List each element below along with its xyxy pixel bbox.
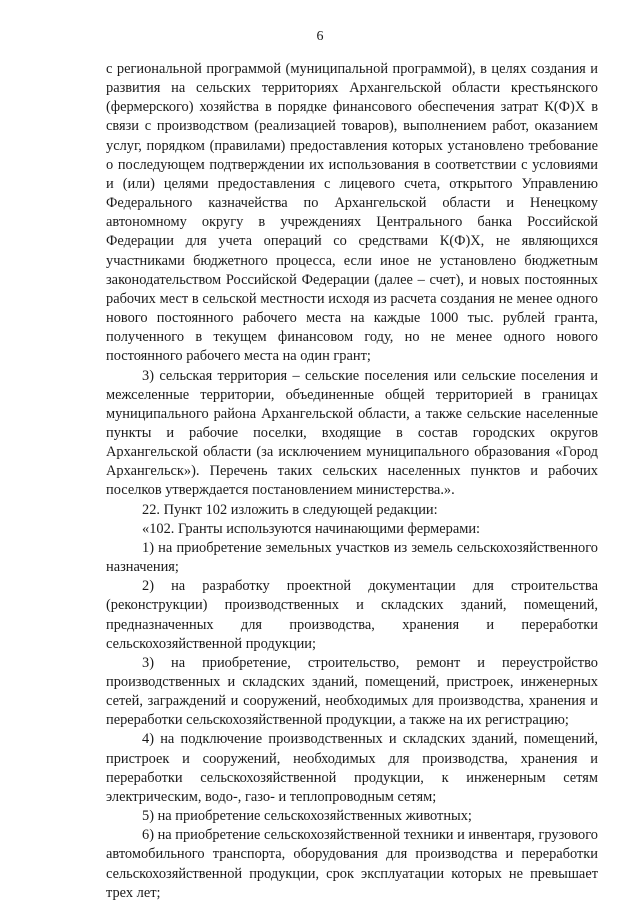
list-item-3: 3) на приобретение, строительство, ремонт и переустройство производственных и складских зданий, помещений, пристроек, инженерных сетей, заграждений и сооружений, необходимых для производства, хранения и переработки сельскохозяйственной продукции, а также на их регистрацию; <box>106 654 598 729</box>
paragraph-continuation: с региональной программой (муниципальной программой), в целях создания и развития на сельских территориях Архангельской области крестьянского (фермерского) хозяйства в порядке финансового обеспечения затрат К(Ф)Х в связи с производством (реализацией товаров), выполнением работ, оказанием услуг, порядком (правилами) предоставления которых установлено требование о последующем подтверждении их использования в соответствии с условиями и (или) целями предоставления с лицевого счета, открытого Управлению Федерального казначейства по Архангельской области и Ненецкому автономному округу в учреждениях Центрального банка Российской Федерации для учета операций со средствами К(Ф)Х, не являющихся участниками бюджетного процесса, если иное не установлено бюджетным законодательством Российской Федерации (далее – счет), и новых постоянных рабочих мест в сельской местности исходя из расчета создания не менее одного нового постоянного рабочего места на каждые 1000 тыс. рублей гранта, полученного в текущем финансовом году, но не менее одного нового постоянного рабочего места на один грант; <box>106 61 598 365</box>
page-number: 6 <box>316 29 324 44</box>
list-item-2: 2) на разработку проектной документации для строительства (реконструкции) производственных и складских зданий, помещений, предназначенных для производства, хранения и переработки сельскохозяйственной продукции; <box>106 578 598 652</box>
list-item-6: 6) на приобретение сельскохозяйственной техники и инвентаря, грузового автомобильного транспорта, оборудования для производства и переработки сельскохозяйственной продукции, срок эксплуатации которых не превышает трех лет; <box>106 827 598 901</box>
list-item-5: 5) на приобретение сельскохозяйственных животных; <box>142 808 472 825</box>
document-body <box>106 60 598 903</box>
paragraph-item-3: 3) сельская территория – сельские поселения или сельские поселения и межселенные территории, объединенные общей территорией в границах муниципального района Архангельской области, а также сельские населенные пункты и рабочие поселки, входящие в состав городских округов Архангельской области (за исключением муниципального образования «Город Архангельск»). Перечень таких сельских населенных пунктов и рабочих поселков утверждается постановлением министерства.». <box>106 367 598 499</box>
list-item-4: 4) на подключение производственных и складских зданий, помещений, пристроек и сооружений, необходимых для производства, хранения и переработки сельскохозяйственной продукции, к инженерным сетям электрическим, водо-, газо- и теплопроводным сетям; <box>106 731 598 805</box>
list-item-1: 1) на приобретение земельных участков из земель сельскохозяйственного назначения; <box>106 539 598 576</box>
paragraph-clause-102: «102. Гранты используются начинающими фермерами: <box>142 520 481 537</box>
paragraph-amendment-22: 22. Пункт 102 изложить в следующей редакции: <box>142 501 438 518</box>
